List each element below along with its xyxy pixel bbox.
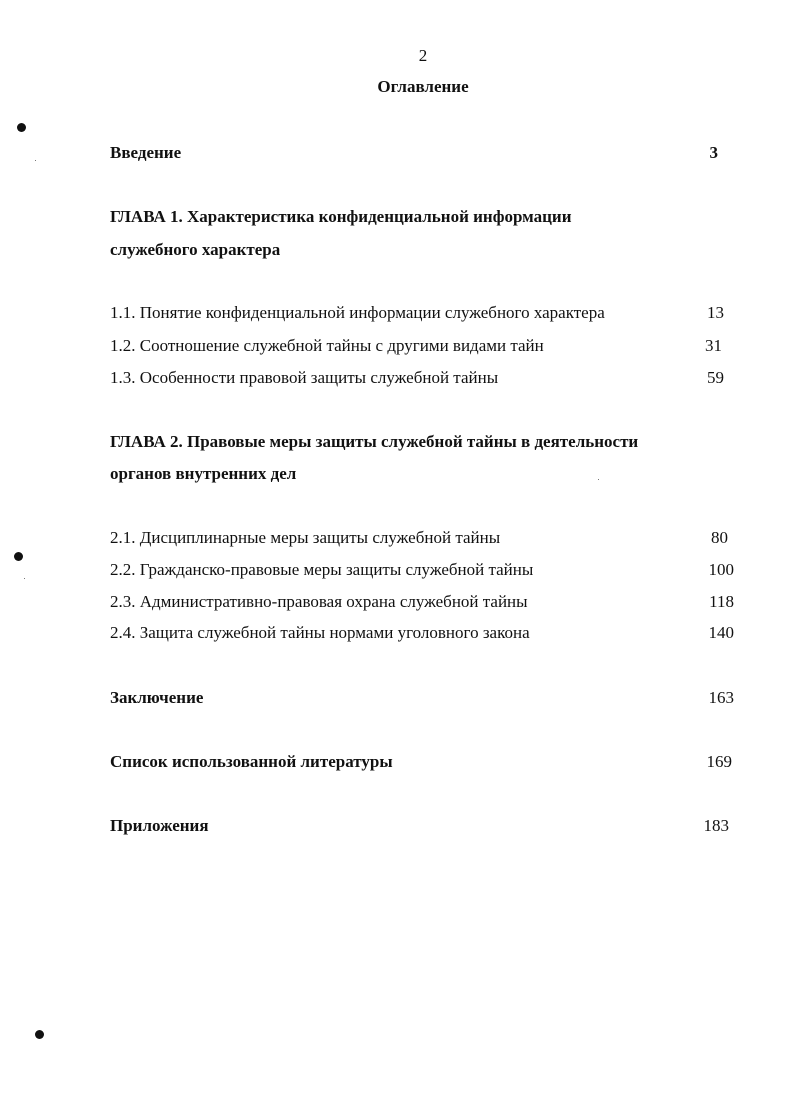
toc-entry-label: 2.1. Дисциплинарные меры защиты служебной тайны [110, 528, 501, 547]
toc-entry-page: 80 [711, 528, 728, 547]
punch-hole-mark-top [17, 123, 26, 132]
toc-entry-label: Приложения [110, 816, 209, 835]
toc-entry-label: 1.2. Соотношение служебной тайны с другими видами тайн [110, 336, 544, 355]
punch-hole-mark-bottom [35, 1030, 44, 1039]
chapter-1-heading-line-1[interactable]: ГЛАВА 1. Характеристика конфиденциальной информации [110, 207, 572, 226]
toc-entry-page: 31 [705, 336, 722, 355]
scan-speck [24, 578, 25, 579]
chapter-1-heading-line-2[interactable]: служебного характера [110, 240, 281, 259]
toc-entry-label: 1.1. Понятие конфиденциальной информации служебного характера [110, 303, 605, 322]
toc-entry-page: 140 [708, 623, 734, 642]
chapter-2-heading-line-2[interactable]: органов внутренних дел [110, 464, 297, 483]
toc-title: Оглавление [377, 77, 469, 96]
toc-entry-label: 2.2. Гражданско-правовые меры защиты служебной тайны [110, 560, 534, 579]
toc-entry-label: Список использованной литературы [110, 752, 393, 771]
toc-entry-label: 2.4. Защита служебной тайны нормами уголовного закона [110, 623, 530, 642]
chapter-2-heading-line-1[interactable]: ГЛАВА 2. Правовые меры защиты служебной тайны в деятельности [110, 432, 639, 451]
toc-entry-label: Введение [110, 143, 182, 162]
toc-entry-label: 2.3. Административно-правовая охрана служебной тайны [110, 592, 528, 611]
toc-entry-page: 59 [707, 368, 724, 387]
toc-entry-page: 163 [708, 688, 734, 707]
toc-entry-page: 169 [706, 752, 732, 771]
toc-entry-page: 183 [703, 816, 729, 835]
page-number: 2 [418, 46, 428, 65]
toc-entry-page: 13 [707, 303, 724, 322]
toc-entry-label: Заключение [110, 688, 204, 707]
toc-entry-label: 1.3. Особенности правовой защиты служебной тайны [110, 368, 499, 387]
punch-hole-mark-middle [14, 552, 23, 561]
scan-speck [35, 160, 36, 161]
toc-entry-page: 3 [709, 143, 718, 162]
toc-entry-page: 118 [709, 592, 734, 611]
toc-entry-page: 100 [708, 560, 734, 579]
